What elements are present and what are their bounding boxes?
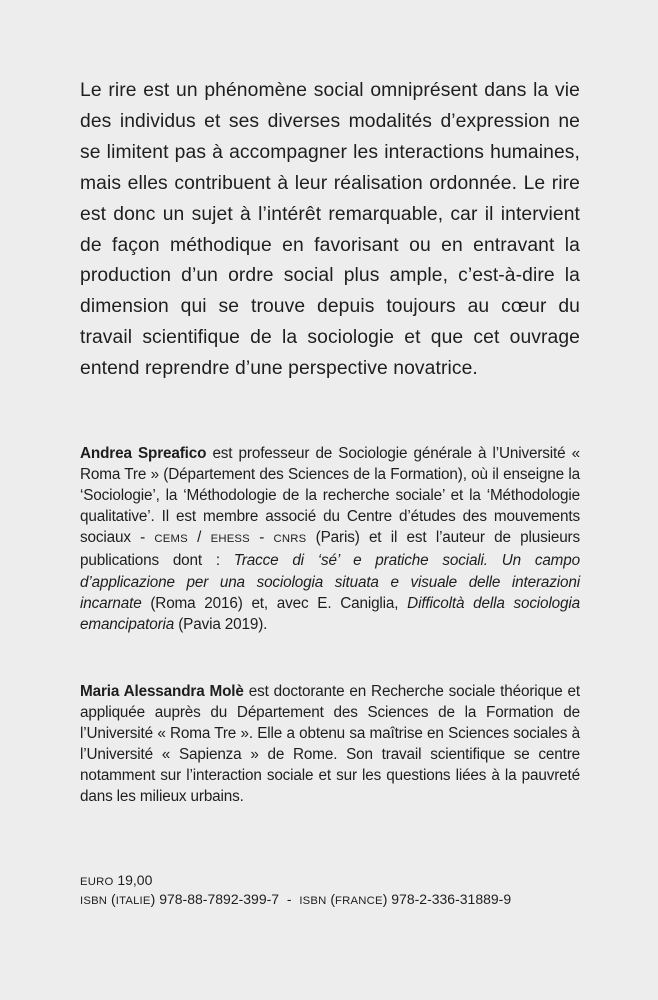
paren: ( xyxy=(107,891,116,907)
isbn-country-italie: ITALIE xyxy=(115,895,151,907)
bio-text: est doctorante en Recherche sociale théorique et appliquée auprès du Département des Sciences de la Formation de l’Université « Roma Tre ». Elle a obtenu sa maîtrise en Sciences sociales à l’Université « Sapienza » de Rome. Son travail scientifique se centre notamment sur l’interaction sociale et sur les questions liées à la pauvreté dans les milieux urbains. xyxy=(80,683,581,806)
isbn-label-france: ISBN xyxy=(299,895,327,907)
author-bio-spreafico xyxy=(80,443,580,635)
author-bio-mole xyxy=(80,681,580,808)
bio-text: (Pavia 2019). xyxy=(174,615,268,633)
acronym-ehess: EHESS xyxy=(210,533,250,546)
price-line xyxy=(80,871,152,892)
acronym-cnrs: CNRS xyxy=(273,533,307,546)
isbn-label-italie: ISBN xyxy=(80,895,108,907)
book-title-tracce: Tracce di ‘sé’ e pratiche sociali. Un campo d’applicazione per una sociologia situata e visuale delle interazioni incarnate xyxy=(80,552,580,612)
isbn-number-italie: 978-88-7892-399-7 xyxy=(159,891,280,907)
acronym-cems: CEMS xyxy=(154,533,188,546)
paren: ( xyxy=(326,891,336,907)
isbn-separator: - xyxy=(279,891,300,907)
author-name-mole: Maria Alessandra Molè xyxy=(80,683,244,700)
summary-paragraph: Le rire est un phénomène social omniprésent dans la vie des individus et ses diverses modalités d’expression ne se limitent pas à accompagner les interactions humaines, mais elles contribuent à leur réalisation ordonnée. Le rire est donc un sujet à l’intérêt remarquable, car il intervient de façon méthodique en favorisant ou en entravant la production d’un ordre social plus ample, c’est-à-dire la dimension qui se trouve depuis toujours au cœur du travail scientifique de la sociologie et que cet ouvrage entend reprendre d’une perspective novatrice. xyxy=(80,80,580,380)
bio-text: (Roma 2016) et, avec E. Caniglia, xyxy=(141,594,408,612)
currency-label: EURO xyxy=(80,876,114,888)
separator: - xyxy=(249,529,274,547)
paren: ) xyxy=(150,891,160,907)
author-name-spreafico: Andrea Spreafico xyxy=(80,445,207,462)
isbn-country-france: FRANCE xyxy=(335,895,383,907)
price-amount: 19,00 xyxy=(113,872,153,888)
bio-text: est professeur de Sociologie générale à l’Université « Roma Tre » (Département des Sciences de la Formation), où il enseigne la ‘Sociologie’, la ‘Méthodologie de la recherche sociale’ et la ‘Méthodologie qualitative’. Il est membre associé du Centre d’études des mouvements sociaux - xyxy=(80,445,580,547)
separator: / xyxy=(187,529,211,547)
isbn-number-france: 978-2-336-31889-9 xyxy=(391,891,512,907)
bio-text: (Paris) et il est l’auteur de plusieurs publications dont : xyxy=(80,529,581,570)
isbn-line xyxy=(80,890,511,911)
paren: ) xyxy=(382,891,392,907)
book-title-difficolta: Difficoltà della sociologia emancipatoria xyxy=(80,594,580,633)
